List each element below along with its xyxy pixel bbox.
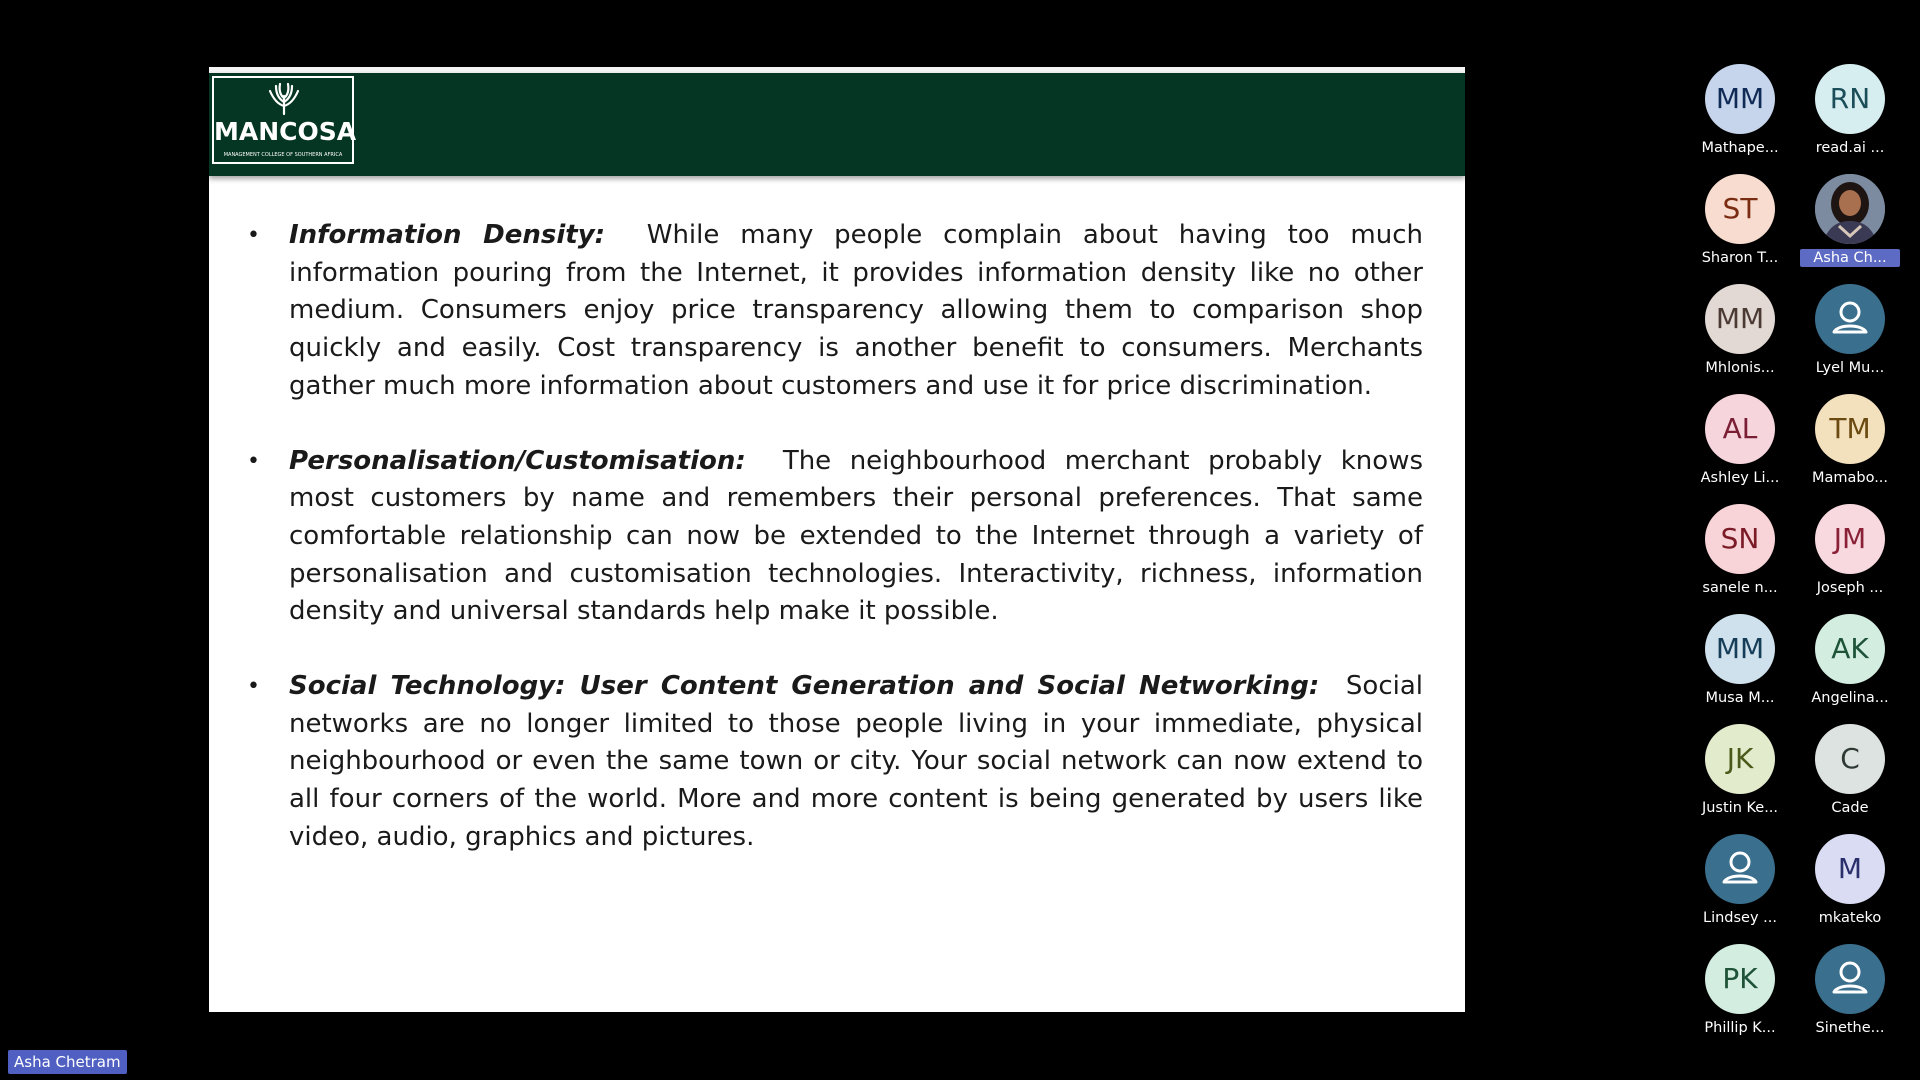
bullet-term: Information Density: [289, 220, 606, 250]
participant-name: Cade [1831, 800, 1869, 816]
participant-tile[interactable] [1690, 504, 1790, 604]
bullet-term: Personalisation/Customisation: [289, 445, 746, 476]
bullet-item [247, 217, 1423, 406]
participant-avatar [1815, 284, 1885, 354]
participant-name: read.ai ... [1815, 140, 1885, 156]
bullet-dot: • [247, 674, 260, 700]
participant-name-active: Asha Ch... [1800, 249, 1900, 267]
participant-tile[interactable] [1800, 284, 1900, 384]
logo-wordmark: MANCOSA [214, 117, 357, 146]
shared-slide [209, 67, 1465, 1012]
bullet-text: The neighbourhood merchant probably knows most customers by name and remembers their personal preferences. That same comfortable relationship can now be extended to the Internet through a variety of personalisation and customisation technologies. Interactivity, richness, information density and universal standards help make it possible. [289, 445, 1424, 627]
participant-tile[interactable] [1800, 174, 1900, 274]
participant-avatar: RN [1815, 64, 1885, 134]
participant-name: Lindsey ... [1703, 910, 1777, 926]
participant-name: Sinethe... [1815, 1020, 1885, 1036]
participant-name: Angelina... [1811, 690, 1889, 706]
participant-avatar: ST [1705, 174, 1775, 244]
participant-avatar: MM [1705, 614, 1775, 684]
bullet-item [247, 443, 1424, 632]
participant-avatar: AL [1705, 394, 1775, 464]
participant-tile[interactable] [1690, 614, 1790, 714]
bullet-dot: • [247, 448, 260, 474]
participant-name: sanele n... [1702, 580, 1778, 596]
active-speaker-label: Asha Chetram [8, 1050, 127, 1074]
participant-photo [1815, 174, 1885, 244]
slide-header-banner [209, 73, 1465, 176]
participant-name: Mamabo... [1811, 470, 1889, 486]
participant-avatar: M [1815, 834, 1885, 904]
participant-tile[interactable] [1690, 174, 1790, 274]
mancosa-logo [212, 76, 357, 164]
bullet-text: Social networks are no longer limited to those people living in your immediate, physical neighbourhood or even the same town or city. Your social network can now extend to all four corners of the world. More and more content is being generated by users like video, audio, graphics and pictures. [289, 671, 1423, 852]
participant-name: Mhlonis... [1705, 360, 1775, 376]
participant-tile[interactable] [1800, 394, 1900, 494]
participant-avatar: JK [1705, 724, 1775, 794]
participant-tile[interactable] [1690, 64, 1790, 164]
mancosa-emblem-icon [267, 82, 301, 116]
participant-tile[interactable] [1690, 284, 1790, 384]
participant-avatar: AK [1815, 614, 1885, 684]
participant-tile[interactable] [1800, 504, 1900, 604]
bullet-text: While many people complain about having too much information pouring from the Internet, it provides information density like no other medium. Consumers enjoy price transparency allowing them to comparison shop quickly and easily. Cost transparency is another benefit to consumers. Merchants gather much more information about customers and use it for price discrimination. [289, 220, 1423, 401]
participant-tile[interactable] [1690, 834, 1790, 934]
participant-name: Justin Ke... [1701, 800, 1779, 816]
participant-name: Phillip K... [1704, 1020, 1776, 1036]
person-icon [1705, 834, 1775, 904]
bullet-term: Social Technology: User Content Generation and Social Networking: [289, 671, 1320, 702]
person-icon [1815, 284, 1885, 354]
participant-avatar: SN [1705, 504, 1775, 574]
participant-name: Joseph ... [1816, 580, 1884, 596]
participant-name: Sharon T... [1701, 250, 1779, 266]
bullet-dot: • [247, 223, 260, 248]
participant-name: Ashley Li... [1700, 470, 1780, 486]
participant-name: Musa M... [1705, 690, 1775, 706]
participant-tile[interactable] [1800, 64, 1900, 164]
logo-tagline: MANAGEMENT COLLEGE OF SOUTHERN AFRICA [223, 152, 343, 158]
participant-avatar: C [1815, 724, 1885, 794]
participant-name: Mathape... [1701, 140, 1779, 156]
participant-avatar: TM [1815, 394, 1885, 464]
participant-tile[interactable] [1800, 834, 1900, 934]
participant-avatar: JM [1815, 504, 1885, 574]
participant-photo-icon [1815, 174, 1885, 244]
participant-tile[interactable] [1690, 944, 1790, 1044]
slide-content [247, 217, 1424, 894]
participant-name: mkateko [1818, 910, 1882, 926]
participant-tile[interactable] [1800, 944, 1900, 1044]
participant-avatar: MM [1705, 64, 1775, 134]
participant-tile[interactable] [1690, 394, 1790, 494]
person-icon [1815, 944, 1885, 1014]
participant-name: Lyel Mu... [1815, 360, 1885, 376]
participant-tile[interactable] [1800, 724, 1900, 824]
participant-tile[interactable] [1800, 614, 1900, 714]
participant-avatar [1705, 834, 1775, 904]
bullet-item [247, 668, 1423, 857]
participant-tile[interactable] [1690, 724, 1790, 824]
participant-avatar: PK [1705, 944, 1775, 1014]
participant-avatar [1815, 944, 1885, 1014]
participant-avatar: MM [1705, 284, 1775, 354]
